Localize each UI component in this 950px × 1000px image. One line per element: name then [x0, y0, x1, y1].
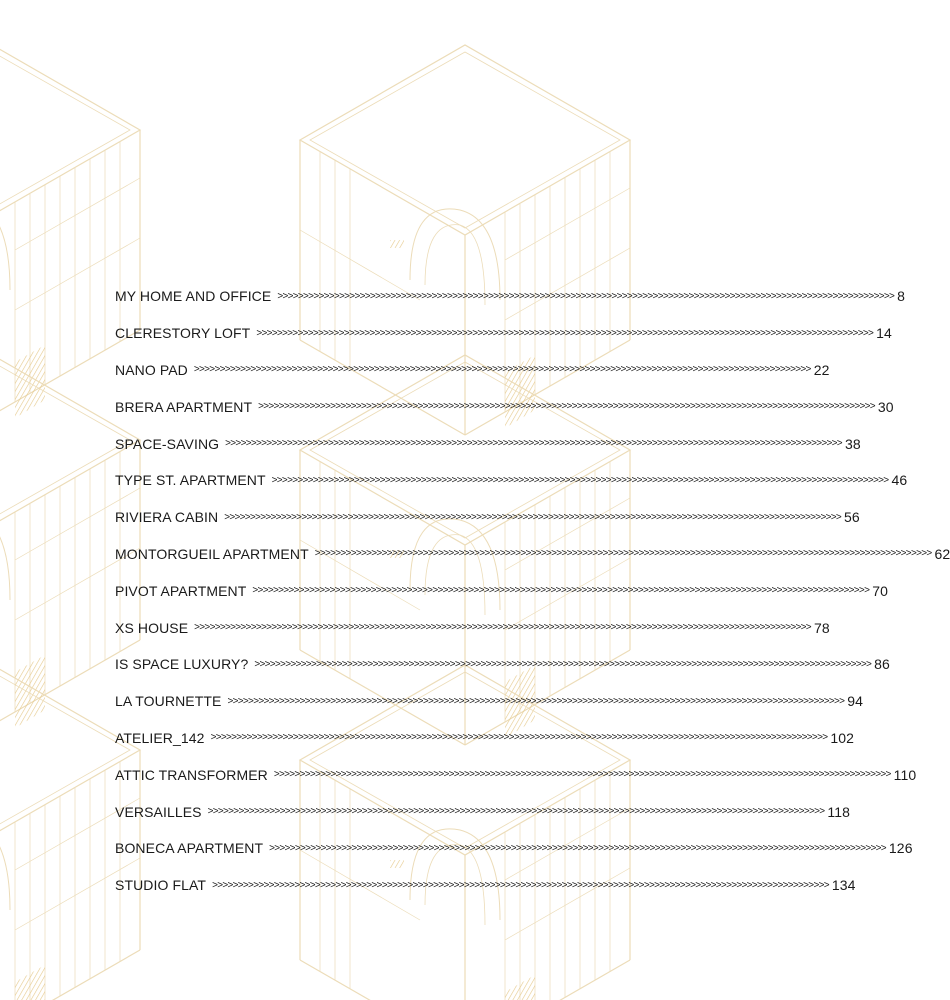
toc-entry [115, 720, 855, 757]
toc-entry-title: ATELIER_142 [115, 729, 205, 746]
toc-entry-title: TYPE ST. APARTMENT [115, 472, 266, 489]
toc-entry-page-number: 134 [831, 877, 856, 894]
toc-entry [115, 425, 861, 462]
toc-entry-title: LA TOURNETTE [115, 693, 222, 710]
toc-entry-title: ATTIC TRANSFORMER [115, 766, 268, 783]
toc-leader-arrows: >>>>>>>>>>>>>>>>>>>>>>>>>>>>>>>>>>>>>>>>>>>>>>>>>>>>>>>>>>>>>>>>>>>>>>>>>>>>>>>>>>>>>>>>>>>>>>>>>>>>>>>>>>>>>>>>>>>>>>>> [224, 511, 842, 523]
toc-entry-page-number: 70 [872, 582, 888, 599]
toc-entry [115, 793, 851, 830]
toc-leader-arrows: >>>>>>>>>>>>>>>>>>>>>>>>>>>>>>>>>>>>>>>>>>>>>>>>>>>>>>>>>>>>>>>>>>>>>>>>>>>>>>>>>>>>>>>>>>>>>>>>>>>>>>>>>>>>>>>>>>>>>>>> [225, 438, 842, 450]
toc-entry [115, 278, 906, 315]
toc-entry [115, 572, 888, 609]
toc-entry-title: CLERESTORY LOFT [115, 325, 251, 342]
toc-entry [115, 830, 913, 867]
toc-entry-page-number: 102 [830, 729, 855, 746]
toc-leader-arrows: >>>>>>>>>>>>>>>>>>>>>>>>>>>>>>>>>>>>>>>>>>>>>>>>>>>>>>>>>>>>>>>>>>>>>>>>>>>>>>>>>>>>>>>>>>>>>>>>>>>>>>>>>>>>>>>>>>>>>>>> [210, 732, 828, 744]
toc-entry [115, 756, 917, 793]
toc-entry [115, 867, 856, 904]
toc-entry-title: VERSAILLES [115, 803, 202, 820]
toc-leader-arrows: >>>>>>>>>>>>>>>>>>>>>>>>>>>>>>>>>>>>>>>>>>>>>>>>>>>>>>>>>>>>>>>>>>>>>>>>>>>>>>>>>>>>>>>>>>>>>>>>>>>>>>>>>>>>>>>>>>>>>>>> [193, 364, 811, 376]
toc-entry [115, 536, 950, 573]
toc-entry [115, 499, 860, 536]
toc-entry-page-number: 78 [813, 619, 830, 636]
toc-leader-arrows: >>>>>>>>>>>>>>>>>>>>>>>>>>>>>>>>>>>>>>>>>>>>>>>>>>>>>>>>>>>>>>>>>>>>>>>>>>>>>>>>>>>>>>>>>>>>>>>>>>>>>>>>>>>>>>>>>>>>>>>> [271, 474, 889, 486]
toc-leader-arrows: >>>>>>>>>>>>>>>>>>>>>>>>>>>>>>>>>>>>>>>>>>>>>>>>>>>>>>>>>>>>>>>>>>>>>>>>>>>>>>>>>>>>>>>>>>>>>>>>>>>>>>>>>>>>>>>>>>>>>>>> [254, 658, 872, 670]
toc-leader-arrows: >>>>>>>>>>>>>>>>>>>>>>>>>>>>>>>>>>>>>>>>>>>>>>>>>>>>>>>>>>>>>>>>>>>>>>>>>>>>>>>>>>>>>>>>>>>>>>>>>>>>>>>>>>>>>>>>>>>>>>>> [273, 769, 891, 781]
toc-entry-title: PIVOT APARTMENT [115, 582, 247, 599]
toc-entry-title: IS SPACE LUXURY? [115, 656, 249, 673]
toc-leader-arrows: >>>>>>>>>>>>>>>>>>>>>>>>>>>>>>>>>>>>>>>>>>>>>>>>>>>>>>>>>>>>>>>>>>>>>>>>>>>>>>>>>>>>>>>>>>>>>>>>>>>>>>>>>>>>>>>>>>>>>>>> [194, 622, 811, 634]
toc-leader-arrows: >>>>>>>>>>>>>>>>>>>>>>>>>>>>>>>>>>>>>>>>>>>>>>>>>>>>>>>>>>>>>>>>>>>>>>>>>>>>>>>>>>>>>>>>>>>>>>>>>>>>>>>>>>>>>>>>>>>>>>>> [277, 290, 895, 302]
toc-entry-page-number: 14 [876, 325, 892, 342]
toc-entry-title: MONTORGUEIL APARTMENT [115, 545, 309, 562]
toc-entry [115, 683, 864, 720]
toc-entry-page-number: 38 [844, 435, 861, 452]
toc-entry [115, 462, 908, 499]
toc-entry [115, 646, 890, 683]
toc-leader-arrows: >>>>>>>>>>>>>>>>>>>>>>>>>>>>>>>>>>>>>>>>>>>>>>>>>>>>>>>>>>>>>>>>>>>>>>>>>>>>>>>>>>>>>>>>>>>>>>>>>>>>>>>>>>>>>>>>>>>>>>>> [207, 806, 825, 818]
toc-leader-arrows: >>>>>>>>>>>>>>>>>>>>>>>>>>>>>>>>>>>>>>>>>>>>>>>>>>>>>>>>>>>>>>>>>>>>>>>>>>>>>>>>>>>>>>>>>>>>>>>>>>>>>>>>>>>>>>>>>>>>>>>> [212, 879, 829, 891]
toc-entry-title: MY HOME AND OFFICE [115, 288, 272, 305]
toc-entry-title: RIVIERA CABIN [115, 509, 219, 526]
toc-entry [115, 388, 894, 425]
toc-entry-title: BRERA APARTMENT [115, 398, 253, 415]
toc-entry-page-number: 30 [877, 398, 894, 415]
toc-entry-title: XS HOUSE [115, 619, 189, 636]
toc-entry-page-number: 22 [813, 361, 830, 378]
toc-entry-page-number: 118 [827, 803, 851, 820]
toc-leader-arrows: >>>>>>>>>>>>>>>>>>>>>>>>>>>>>>>>>>>>>>>>>>>>>>>>>>>>>>>>>>>>>>>>>>>>>>>>>>>>>>>>>>>>>>>>>>>>>>>>>>>>>>>>>>>>>>>>>>>>>>>> [314, 548, 932, 560]
toc-entry-page-number: 56 [844, 509, 860, 526]
toc-leader-arrows: >>>>>>>>>>>>>>>>>>>>>>>>>>>>>>>>>>>>>>>>>>>>>>>>>>>>>>>>>>>>>>>>>>>>>>>>>>>>>>>>>>>>>>>>>>>>>>>>>>>>>>>>>>>>>>>>>>>>>>>> [269, 842, 886, 854]
toc-entry-page-number: 86 [874, 656, 890, 673]
toc-entry-page-number: 46 [891, 472, 908, 489]
toc-entry [115, 352, 830, 389]
toc-leader-arrows: >>>>>>>>>>>>>>>>>>>>>>>>>>>>>>>>>>>>>>>>>>>>>>>>>>>>>>>>>>>>>>>>>>>>>>>>>>>>>>>>>>>>>>>>>>>>>>>>>>>>>>>>>>>>>>>>>>>>>>>> [252, 585, 870, 597]
toc-leader-arrows: >>>>>>>>>>>>>>>>>>>>>>>>>>>>>>>>>>>>>>>>>>>>>>>>>>>>>>>>>>>>>>>>>>>>>>>>>>>>>>>>>>>>>>>>>>>>>>>>>>>>>>>>>>>>>>>>>>>>>>>> [258, 401, 875, 413]
toc-entry [115, 609, 830, 646]
toc-entry-title: BONECA APARTMENT [115, 840, 264, 857]
toc-entry [115, 315, 892, 352]
toc-entry-title: NANO PAD [115, 361, 188, 378]
toc-leader-arrows: >>>>>>>>>>>>>>>>>>>>>>>>>>>>>>>>>>>>>>>>>>>>>>>>>>>>>>>>>>>>>>>>>>>>>>>>>>>>>>>>>>>>>>>>>>>>>>>>>>>>>>>>>>>>>>>>>>>>>>>> [227, 695, 845, 707]
toc-entry-page-number: 110 [893, 766, 917, 783]
table-of-contents [115, 278, 950, 904]
toc-entry-page-number: 62 [934, 545, 950, 562]
toc-entry-title: SPACE-SAVING [115, 435, 220, 452]
toc-entry-page-number: 126 [888, 840, 913, 857]
toc-entry-page-number: 94 [847, 693, 864, 710]
toc-entry-title: STUDIO FLAT [115, 877, 207, 894]
toc-leader-arrows: >>>>>>>>>>>>>>>>>>>>>>>>>>>>>>>>>>>>>>>>>>>>>>>>>>>>>>>>>>>>>>>>>>>>>>>>>>>>>>>>>>>>>>>>>>>>>>>>>>>>>>>>>>>>>>>>>>>>>>>> [256, 327, 874, 339]
toc-entry-page-number: 8 [897, 288, 906, 305]
